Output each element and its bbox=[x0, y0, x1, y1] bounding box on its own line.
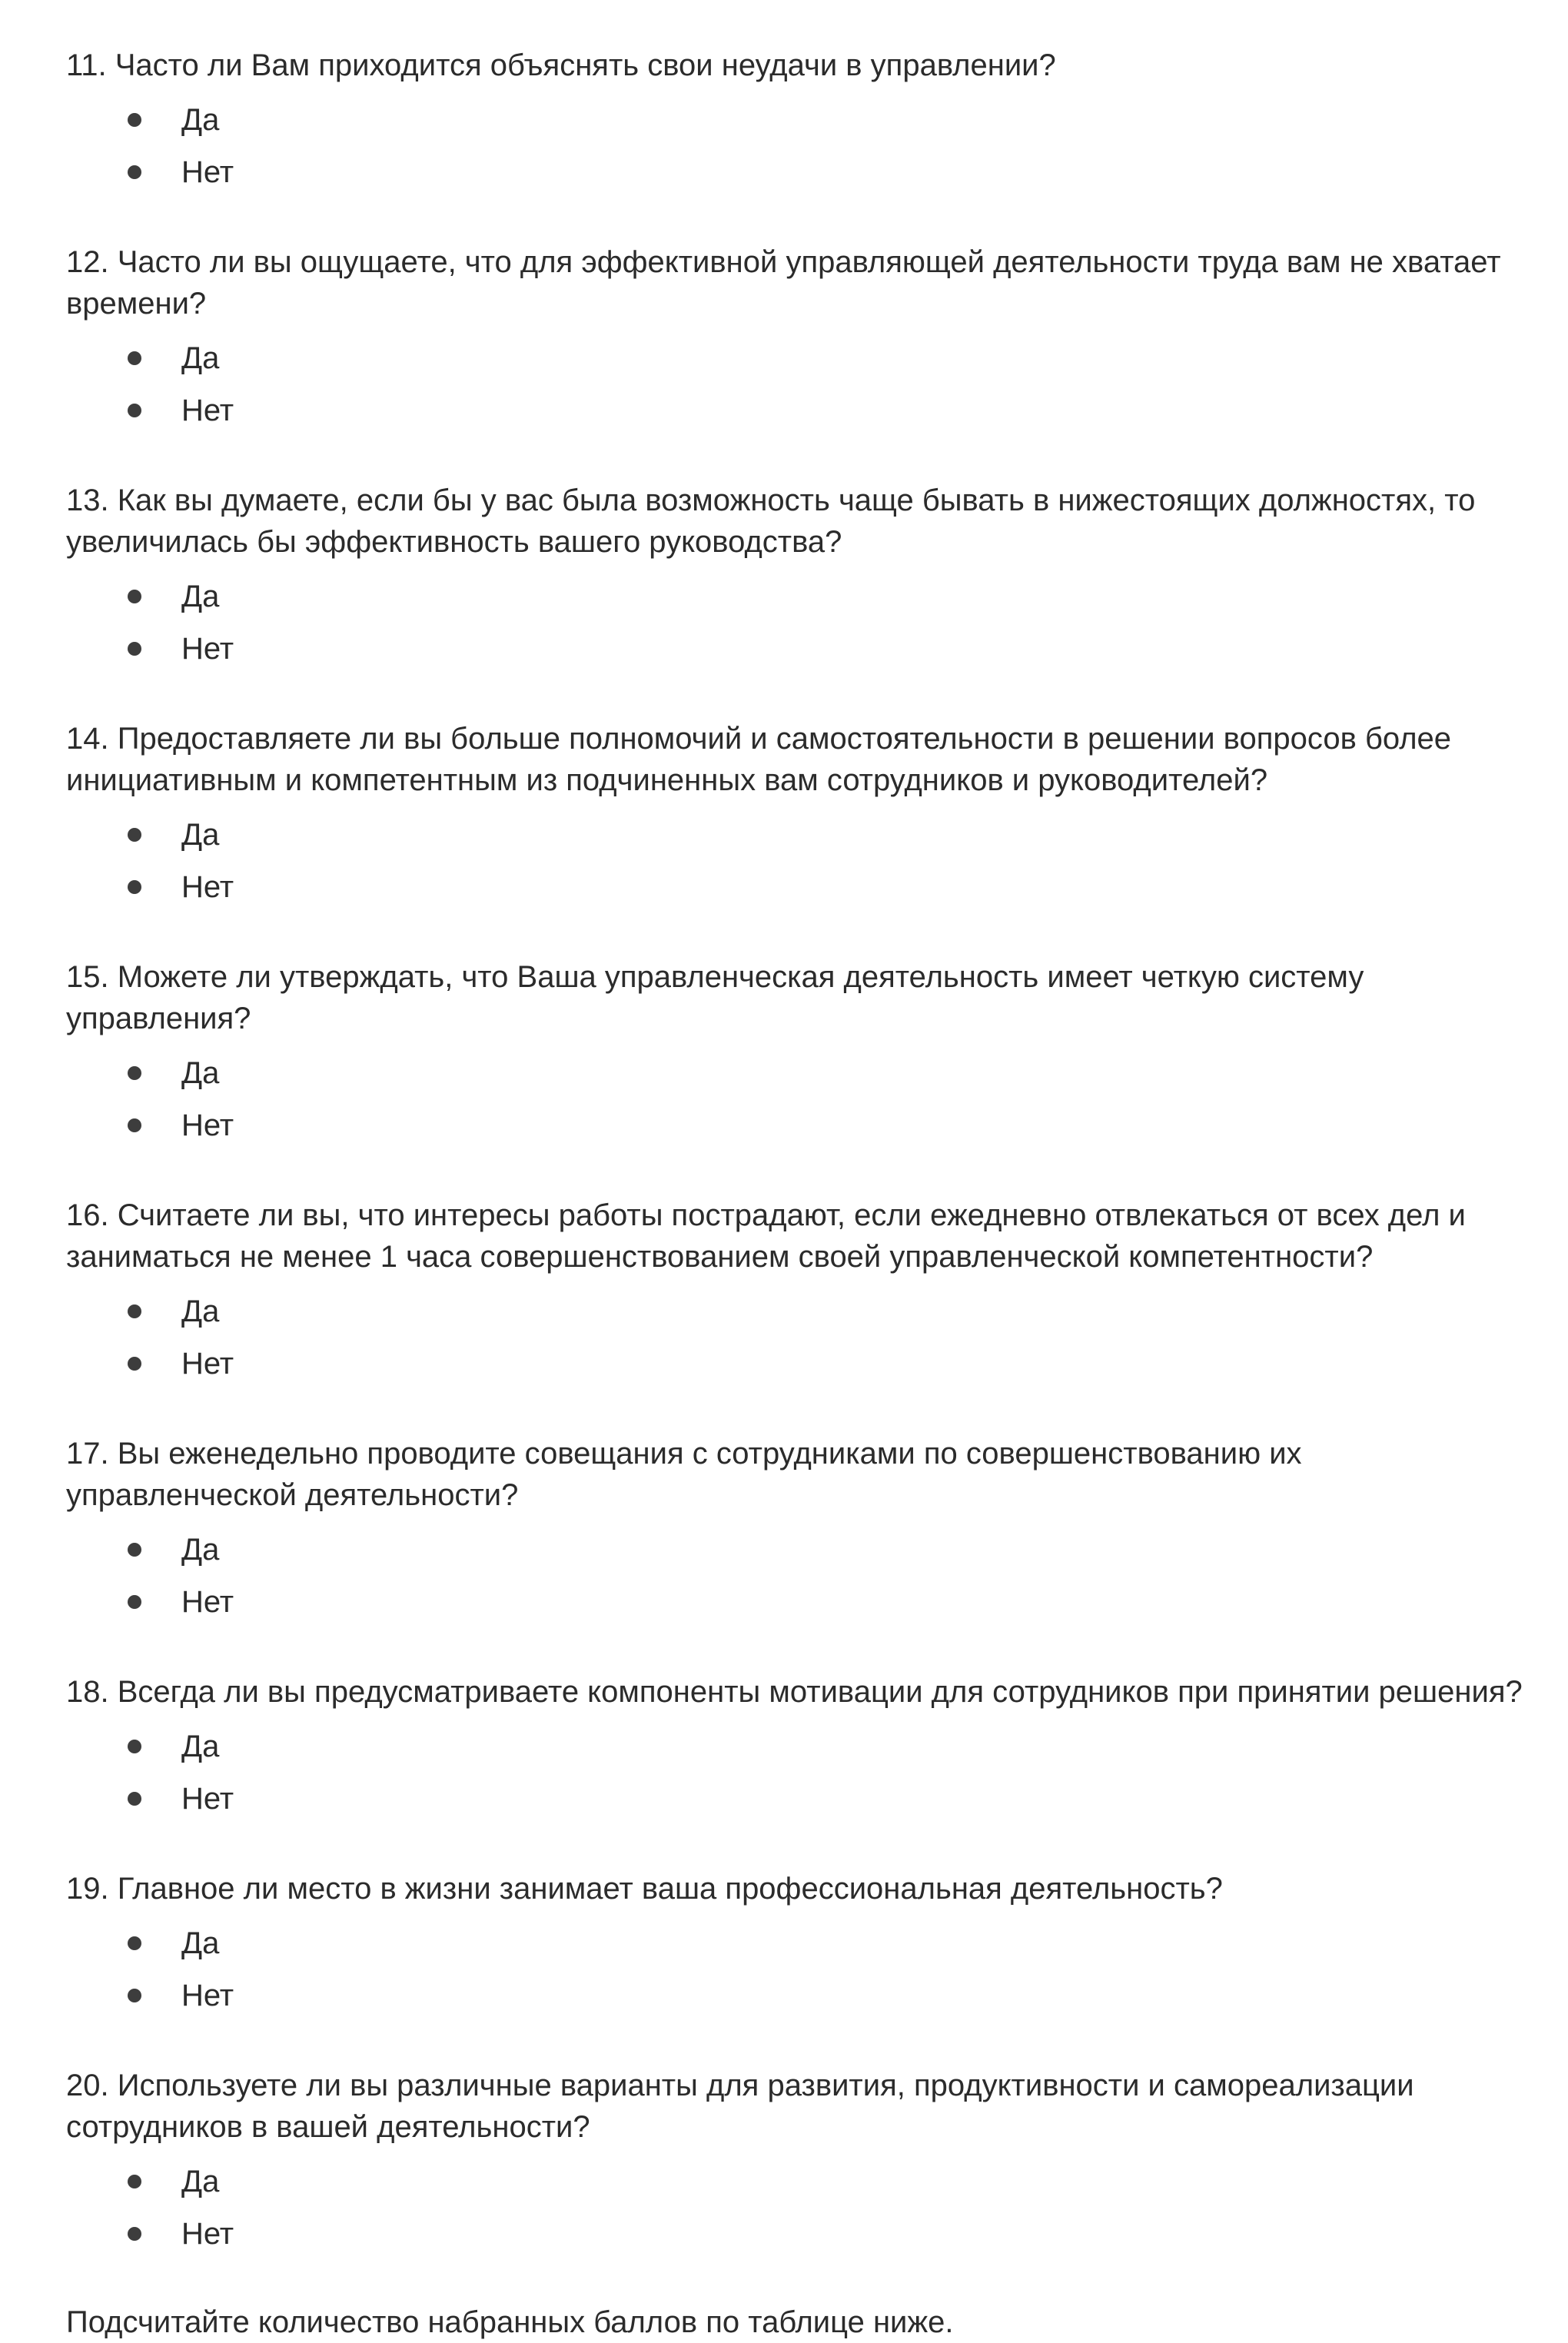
option-yes[interactable] bbox=[66, 1917, 1526, 1969]
bullet-icon bbox=[128, 351, 141, 365]
question-20 bbox=[66, 2065, 1526, 2260]
option-label: Нет bbox=[181, 1979, 234, 2012]
question-text: 18. Всегда ли вы предусматриваете компоненты мотивации для сотрудников при принятии решения? bbox=[66, 1675, 1523, 1709]
option-no[interactable] bbox=[66, 1099, 1526, 1152]
answer-options bbox=[66, 1047, 1526, 1152]
answer-options bbox=[66, 809, 1526, 913]
option-label: Нет bbox=[181, 1347, 234, 1381]
option-yes[interactable] bbox=[66, 1047, 1526, 1099]
option-no[interactable] bbox=[66, 623, 1526, 675]
question-17 bbox=[66, 1433, 1526, 1628]
option-label: Нет bbox=[181, 632, 234, 666]
answer-options bbox=[66, 570, 1526, 675]
question-15 bbox=[66, 956, 1526, 1152]
question-text: 13. Как вы думаете, если бы у вас была возможность чаще бывать в нижестоящих должностях, то увеличилась бы эффективность вашего руководства? bbox=[66, 484, 1476, 559]
question-text: 14. Предоставляете ли вы больше полномочий и самостоятельности в решении вопросов более инициативным и компетентным из подчиненных вам сотрудников и руководителей? bbox=[66, 722, 1452, 797]
answer-options bbox=[66, 332, 1526, 437]
question-text: 19. Главное ли место в жизни занимает ваша профессиональная деятельность? bbox=[66, 1872, 1223, 1906]
question-16 bbox=[66, 1195, 1526, 1390]
option-label: Нет bbox=[181, 394, 234, 427]
option-no[interactable] bbox=[66, 1338, 1526, 1390]
question-14 bbox=[66, 718, 1526, 913]
option-label: Да bbox=[181, 103, 220, 137]
question-text: 16. Считаете ли вы, что интересы работы пострадают, если ежедневно отвлекаться от всех дел и заниматься не менее 1 часа совершенствованием своей управленческой компетентности? bbox=[66, 1198, 1466, 1274]
bullet-icon bbox=[128, 2175, 141, 2188]
option-label: Нет bbox=[181, 1782, 234, 1816]
option-label: Нет bbox=[181, 155, 234, 189]
bullet-icon bbox=[128, 1543, 141, 1557]
bullet-icon bbox=[128, 1792, 141, 1806]
option-label: Да bbox=[181, 1533, 220, 1567]
answer-options bbox=[66, 1917, 1526, 2022]
option-label: Да bbox=[181, 341, 220, 375]
questionnaire-page bbox=[66, 45, 1526, 2343]
answer-options bbox=[66, 1720, 1526, 1825]
option-label: Да bbox=[181, 2165, 220, 2198]
option-yes[interactable] bbox=[66, 94, 1526, 146]
option-label: Нет bbox=[181, 1585, 234, 1619]
option-no[interactable] bbox=[66, 146, 1526, 198]
question-text: 11. Часто ли Вам приходится объяснять свои неудачи в управлении? bbox=[66, 48, 1056, 82]
option-label: Нет bbox=[181, 2217, 234, 2251]
option-no[interactable] bbox=[66, 1969, 1526, 2022]
bullet-icon bbox=[128, 1357, 141, 1371]
answer-options bbox=[66, 1285, 1526, 1390]
option-yes[interactable] bbox=[66, 2155, 1526, 2208]
bullet-icon bbox=[128, 1936, 141, 1950]
question-11 bbox=[66, 45, 1526, 198]
question-text: 17. Вы еженедельно проводите совещания с сотрудниками по совершенствованию их управленческой деятельности? bbox=[66, 1437, 1302, 1512]
bullet-icon bbox=[128, 1066, 141, 1080]
question-13 bbox=[66, 480, 1526, 675]
option-no[interactable] bbox=[66, 861, 1526, 913]
bullet-icon bbox=[128, 404, 141, 417]
option-label: Да bbox=[181, 1926, 220, 1960]
option-label: Да bbox=[181, 1294, 220, 1328]
bullet-icon bbox=[128, 1304, 141, 1318]
option-label: Нет bbox=[181, 1108, 234, 1142]
question-text: 12. Часто ли вы ощущаете, что для эффективной управляющей деятельности труда вам не хватает времени? bbox=[66, 245, 1501, 321]
bullet-icon bbox=[128, 590, 141, 603]
option-yes[interactable] bbox=[66, 570, 1526, 623]
bullet-icon bbox=[128, 1118, 141, 1132]
answer-options bbox=[66, 1524, 1526, 1628]
question-18 bbox=[66, 1671, 1526, 1825]
option-no[interactable] bbox=[66, 1576, 1526, 1628]
bullet-icon bbox=[128, 1740, 141, 1753]
score-instruction: Подсчитайте количество набранных баллов по таблице ниже. bbox=[66, 2305, 954, 2339]
option-no[interactable] bbox=[66, 384, 1526, 437]
bullet-icon bbox=[128, 880, 141, 894]
option-no[interactable] bbox=[66, 2208, 1526, 2260]
question-19 bbox=[66, 1868, 1526, 2022]
bullet-icon bbox=[128, 1595, 141, 1609]
option-yes[interactable] bbox=[66, 809, 1526, 861]
bullet-icon bbox=[128, 2227, 141, 2241]
option-no[interactable] bbox=[66, 1773, 1526, 1825]
option-yes[interactable] bbox=[66, 332, 1526, 384]
option-yes[interactable] bbox=[66, 1720, 1526, 1773]
option-label: Нет bbox=[181, 870, 234, 904]
option-yes[interactable] bbox=[66, 1524, 1526, 1576]
option-label: Да bbox=[181, 580, 220, 613]
bullet-icon bbox=[128, 165, 141, 179]
bullet-icon bbox=[128, 1989, 141, 2002]
bullet-icon bbox=[128, 113, 141, 127]
bullet-icon bbox=[128, 828, 141, 842]
question-text: 20. Используете ли вы различные варианты для развития, продуктивности и самореализации сотрудников в вашей деятельности? bbox=[66, 2069, 1414, 2144]
question-text: 15. Можете ли утверждать, что Ваша управленческая деятельность имеет четкую систему управления? bbox=[66, 960, 1364, 1035]
option-label: Да bbox=[181, 818, 220, 852]
option-label: Да bbox=[181, 1056, 220, 1090]
answer-options bbox=[66, 94, 1526, 198]
question-12 bbox=[66, 241, 1526, 437]
answer-options bbox=[66, 2155, 1526, 2260]
bullet-icon bbox=[128, 642, 141, 656]
option-yes[interactable] bbox=[66, 1285, 1526, 1338]
option-label: Да bbox=[181, 1730, 220, 1763]
